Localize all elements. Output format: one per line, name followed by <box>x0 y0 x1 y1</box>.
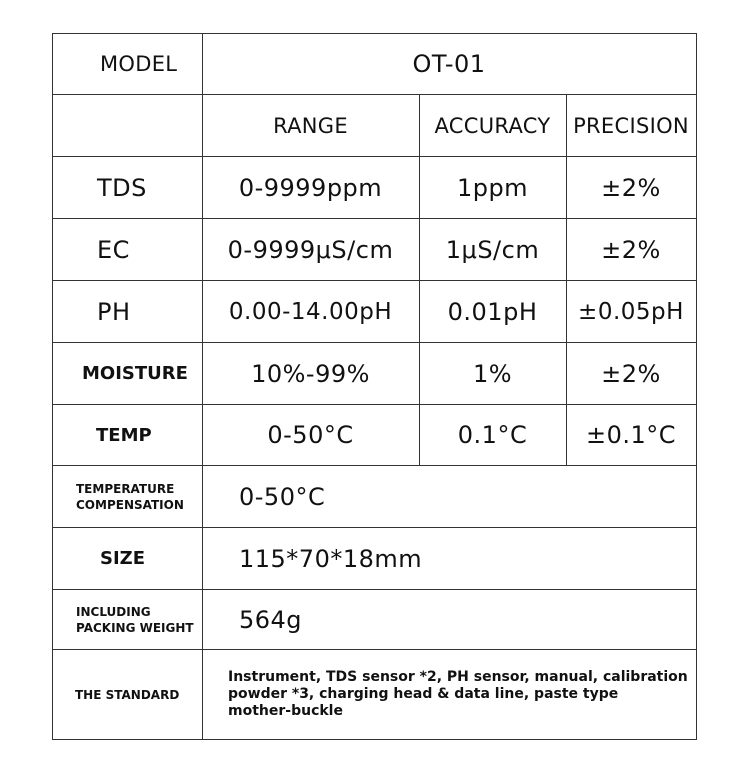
row-label <box>97 157 202 218</box>
precision-cell <box>566 405 696 465</box>
size-value <box>239 528 689 589</box>
range-value: 0-9999ppm <box>238 173 383 202</box>
precision-cell <box>566 157 696 218</box>
temperature-compensation-label-line2: COMPENSATION <box>76 497 184 512</box>
table-row <box>52 157 697 219</box>
temperature-compensation-label <box>76 466 202 527</box>
temperature-compensation-row <box>52 466 697 528</box>
header-row <box>52 95 697 157</box>
temperature-compensation-value-text: 0-50°C <box>239 482 326 511</box>
range-value: 0.00-14.00pH <box>228 298 393 325</box>
size-row <box>52 528 697 590</box>
standard-value <box>228 650 690 739</box>
accuracy-cell <box>419 343 566 404</box>
range-cell <box>202 343 419 404</box>
range-header-text: RANGE <box>273 113 348 138</box>
model-label-text: MODEL <box>100 51 178 76</box>
size-label-text: SIZE <box>100 548 146 569</box>
weight-value <box>239 590 689 649</box>
model-label <box>100 33 200 94</box>
weight-row <box>52 590 697 650</box>
table-row <box>52 405 697 466</box>
row-label-text: PH <box>97 297 131 326</box>
row-label-text: EC <box>97 235 130 264</box>
precision-value: ±0.05pH <box>578 298 684 325</box>
row-label <box>82 343 202 404</box>
standard-line1: Instrument, TDS sensor *2, PH sensor, manual, calibration <box>228 669 688 685</box>
spec-table <box>52 33 697 740</box>
accuracy-header-text: ACCURACY <box>434 113 551 138</box>
precision-value: ±2% <box>601 235 661 264</box>
range-cell <box>202 405 419 465</box>
size-value-text: 115*70*18mm <box>239 544 423 573</box>
model-row <box>52 33 697 95</box>
standard-label-text: THE STANDARD <box>75 687 180 702</box>
range-cell <box>202 281 419 342</box>
range-cell <box>202 157 419 218</box>
precision-cell <box>566 343 696 404</box>
precision-value: ±2% <box>601 173 661 202</box>
size-label <box>100 528 202 589</box>
accuracy-value: 1μS/cm <box>445 235 540 264</box>
accuracy-value: 1% <box>472 359 513 388</box>
model-value <box>202 33 696 94</box>
weight-label-line2: PACKING WEIGHT <box>76 620 194 635</box>
precision-cell <box>566 219 696 280</box>
accuracy-cell <box>419 405 566 465</box>
precision-value: ±0.1°C <box>585 421 677 449</box>
row-label <box>97 219 202 280</box>
range-value: 0-9999μS/cm <box>227 235 394 264</box>
row-label <box>97 281 202 342</box>
accuracy-cell <box>419 219 566 280</box>
accuracy-value: 1ppm <box>456 173 529 202</box>
precision-cell <box>566 281 696 342</box>
accuracy-header <box>419 95 566 156</box>
standard-line3: mother-buckle <box>228 703 343 719</box>
range-header <box>202 95 419 156</box>
range-value: 10%-99% <box>251 359 370 388</box>
accuracy-cell <box>419 157 566 218</box>
accuracy-cell <box>419 281 566 342</box>
table-row <box>52 343 697 405</box>
weight-value-text: 564g <box>239 605 303 634</box>
temperature-compensation-value <box>239 466 689 527</box>
accuracy-value: 0.01pH <box>447 297 538 326</box>
table-row <box>52 281 697 343</box>
row-label-text: TDS <box>97 173 147 202</box>
range-value: 0-50°C <box>267 421 354 449</box>
accuracy-value: 0.1°C <box>457 421 528 449</box>
weight-label-line1: INCLUDING <box>76 604 151 619</box>
row-label-text: MOISTURE <box>82 363 188 384</box>
model-value-text: OT-01 <box>412 49 486 78</box>
standard-row <box>52 650 697 740</box>
standard-label <box>75 650 202 739</box>
row-label-text: TEMP <box>96 424 152 446</box>
weight-label <box>76 590 202 649</box>
standard-line2: powder *3, charging head & data line, paste type <box>228 686 619 702</box>
range-cell <box>202 219 419 280</box>
row-label <box>96 405 202 465</box>
precision-header <box>566 95 696 156</box>
table-row <box>52 219 697 281</box>
precision-header-text: PRECISION <box>573 113 689 138</box>
temperature-compensation-label-line1: TEMPERATURE <box>76 481 175 496</box>
precision-value: ±2% <box>601 359 661 388</box>
